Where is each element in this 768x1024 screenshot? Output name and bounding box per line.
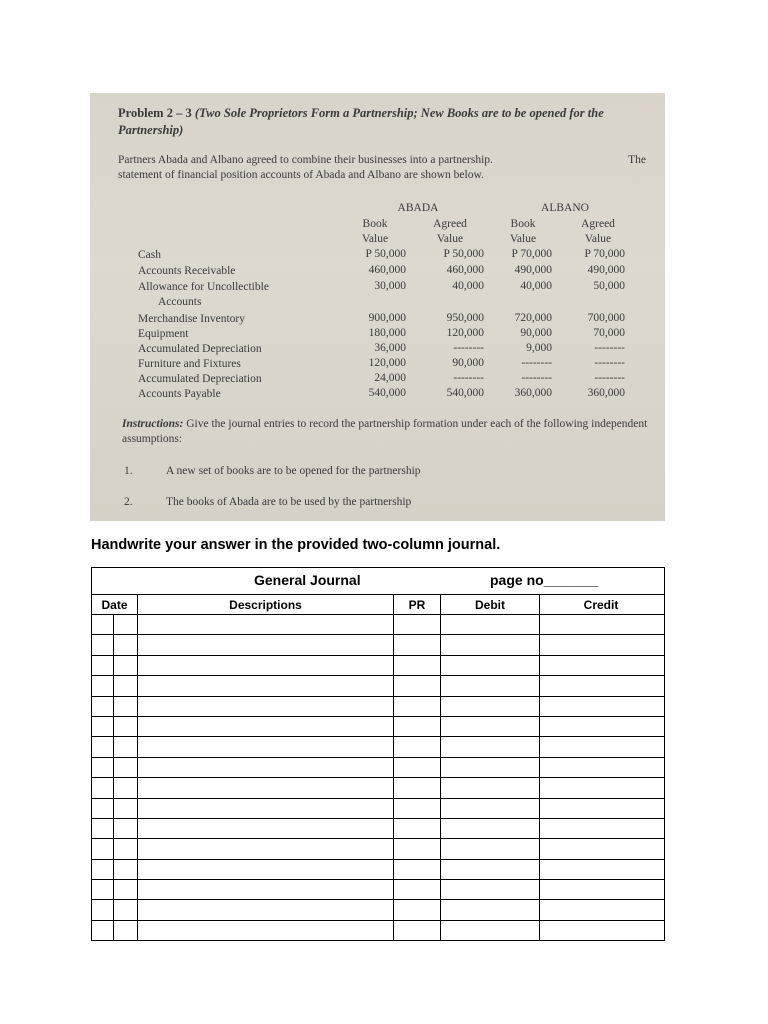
date-day-cell[interactable]	[114, 697, 138, 716]
debit-cell[interactable]	[441, 615, 540, 634]
date-day-cell[interactable]	[114, 615, 138, 634]
problem-number: Problem 2 – 3	[118, 106, 195, 120]
date-day-cell[interactable]	[114, 778, 138, 797]
description-cell[interactable]	[138, 860, 394, 879]
journal-row	[92, 839, 664, 859]
amount-cell: 360,000	[587, 387, 625, 399]
amount-cell: 120,000	[446, 327, 484, 339]
amount-cell: --------	[594, 357, 625, 369]
problem-subtitle: (Two Sole Proprietors Form a Partnership; New Books are to be opened for the Partnership)	[118, 106, 604, 137]
amount-cell: 30,000	[374, 280, 406, 292]
pr-cell[interactable]	[394, 656, 441, 675]
journal-row	[92, 799, 664, 819]
date-month-cell[interactable]	[92, 676, 114, 695]
description-cell[interactable]	[138, 758, 394, 777]
account-name: Allowance for Uncollectible	[138, 281, 269, 293]
descriptions-column-header: Descriptions	[138, 595, 394, 614]
pr-cell[interactable]	[394, 839, 441, 858]
assumption-number: 2.	[124, 496, 133, 508]
journal-row	[92, 921, 664, 940]
description-cell[interactable]	[138, 717, 394, 736]
pr-cell[interactable]	[394, 697, 441, 716]
date-day-cell[interactable]	[114, 819, 138, 838]
amount-cell: --------	[453, 372, 484, 384]
journal-row	[92, 737, 664, 757]
date-month-cell[interactable]	[92, 656, 114, 675]
amount-cell: 460,000	[368, 264, 406, 276]
date-month-cell[interactable]	[92, 635, 114, 654]
credit-cell[interactable]	[540, 839, 662, 858]
description-cell[interactable]	[138, 839, 394, 858]
date-month-cell[interactable]	[92, 778, 114, 797]
intro-line-2: statement of financial position accounts of Abada and Albano are shown below.	[118, 169, 484, 181]
date-column-header: Date	[92, 595, 138, 614]
credit-cell[interactable]	[540, 737, 662, 756]
amount-cell: P 50,000	[365, 248, 406, 260]
credit-cell[interactable]	[540, 778, 662, 797]
amount-cell: --------	[521, 357, 552, 369]
date-month-cell[interactable]	[92, 860, 114, 879]
journal-title: General Journal	[254, 572, 361, 588]
credit-cell[interactable]	[540, 656, 662, 675]
date-month-cell[interactable]	[92, 799, 114, 818]
description-cell[interactable]	[138, 737, 394, 756]
credit-cell[interactable]	[540, 819, 662, 838]
credit-cell[interactable]	[540, 860, 662, 879]
pr-cell[interactable]	[394, 758, 441, 777]
date-day-cell[interactable]	[114, 921, 138, 940]
pr-cell[interactable]	[394, 860, 441, 879]
pr-cell[interactable]	[394, 615, 441, 634]
date-day-cell[interactable]	[114, 758, 138, 777]
amount-cell: 36,000	[374, 342, 406, 354]
amount-cell: P 50,000	[443, 248, 484, 260]
debit-cell[interactable]	[441, 799, 540, 818]
problem-title	[118, 105, 658, 139]
column-header: Value	[436, 233, 464, 245]
column-header: Book	[510, 218, 536, 230]
assumption-item	[124, 465, 421, 477]
journal-row	[92, 819, 664, 839]
journal-header	[92, 568, 664, 595]
amount-cell: 90,000	[452, 357, 484, 369]
amount-cell: 490,000	[587, 264, 625, 276]
intro-tail: The	[628, 154, 646, 166]
journal-row	[92, 900, 664, 920]
credit-cell[interactable]	[540, 921, 662, 940]
date-month-cell[interactable]	[92, 900, 114, 919]
amount-cell: --------	[594, 342, 625, 354]
general-journal	[91, 567, 665, 941]
description-cell[interactable]	[138, 635, 394, 654]
group-header: ABADA	[397, 202, 439, 214]
description-cell[interactable]	[138, 778, 394, 797]
debit-cell[interactable]	[441, 656, 540, 675]
problem-intro	[118, 153, 658, 183]
journal-row	[92, 615, 664, 635]
debit-cell[interactable]	[441, 880, 540, 899]
debit-cell[interactable]	[441, 860, 540, 879]
journal-row	[92, 880, 664, 900]
amount-cell: --------	[594, 372, 625, 384]
amount-cell: 540,000	[368, 387, 406, 399]
account-name: Equipment	[138, 328, 189, 340]
pr-cell[interactable]	[394, 799, 441, 818]
instructions-text: Give the journal entries to record the partnership formation under each of the following independent assumptions:	[122, 418, 648, 445]
description-cell[interactable]	[138, 799, 394, 818]
amount-cell: --------	[453, 342, 484, 354]
amount-cell: 460,000	[446, 264, 484, 276]
amount-cell: 40,000	[452, 280, 484, 292]
journal-row	[92, 635, 664, 655]
column-header: Agreed	[581, 218, 615, 230]
date-day-cell[interactable]	[114, 635, 138, 654]
debit-cell[interactable]	[441, 839, 540, 858]
journal-row	[92, 717, 664, 737]
amount-cell: 24,000	[374, 372, 406, 384]
journal-rows	[92, 615, 664, 940]
column-header: Agreed	[433, 218, 467, 230]
debit-cell[interactable]	[441, 819, 540, 838]
credit-cell[interactable]	[540, 758, 662, 777]
amount-cell: P 70,000	[584, 248, 625, 260]
amount-cell: 180,000	[368, 327, 406, 339]
date-month-cell[interactable]	[92, 717, 114, 736]
journal-row	[92, 778, 664, 798]
amount-cell: P 70,000	[511, 248, 552, 260]
date-day-cell[interactable]	[114, 880, 138, 899]
pr-cell[interactable]	[394, 778, 441, 797]
date-month-cell[interactable]	[92, 737, 114, 756]
pr-cell[interactable]	[394, 880, 441, 899]
credit-cell[interactable]	[540, 799, 662, 818]
credit-cell[interactable]	[540, 615, 662, 634]
amount-cell: 120,000	[368, 357, 406, 369]
debit-cell[interactable]	[441, 717, 540, 736]
account-name: Accumulated Depreciation	[138, 373, 262, 385]
credit-cell[interactable]	[540, 676, 662, 695]
amount-cell: --------	[521, 372, 552, 384]
amount-cell: 540,000	[446, 387, 484, 399]
journal-row	[92, 758, 664, 778]
problem-photo	[90, 93, 665, 521]
journal-row	[92, 697, 664, 717]
debit-column-header: Debit	[441, 595, 540, 614]
credit-cell[interactable]	[540, 900, 662, 919]
date-month-cell[interactable]	[92, 615, 114, 634]
handwrite-instruction: Handwrite your answer in the provided two-column journal.	[91, 537, 501, 553]
date-day-cell[interactable]	[114, 799, 138, 818]
description-cell[interactable]	[138, 697, 394, 716]
instructions	[122, 417, 657, 447]
description-cell[interactable]	[138, 900, 394, 919]
column-header: Value	[584, 233, 612, 245]
assumption-item	[124, 496, 411, 508]
amount-cell: 50,000	[593, 280, 625, 292]
date-day-cell[interactable]	[114, 656, 138, 675]
account-name: Furniture and Fixtures	[138, 358, 241, 370]
date-day-cell[interactable]	[114, 737, 138, 756]
description-cell[interactable]	[138, 656, 394, 675]
journal-row	[92, 656, 664, 676]
date-day-cell[interactable]	[114, 839, 138, 858]
account-name: Accounts	[158, 296, 202, 308]
column-header: Value	[509, 233, 537, 245]
date-month-cell[interactable]	[92, 921, 114, 940]
description-cell[interactable]	[138, 615, 394, 634]
amount-cell: 490,000	[514, 264, 552, 276]
credit-column-header: Credit	[583, 597, 619, 612]
pr-cell[interactable]	[394, 900, 441, 919]
amount-cell: 40,000	[520, 280, 552, 292]
pr-cell[interactable]	[394, 717, 441, 736]
description-cell[interactable]	[138, 676, 394, 695]
description-cell[interactable]	[138, 819, 394, 838]
page-number-field[interactable]: page no_______	[490, 572, 599, 588]
account-name: Accounts Receivable	[138, 265, 236, 277]
group-header: ALBANO	[541, 202, 589, 214]
amount-cell: 70,000	[593, 327, 625, 339]
intro-line-1: Partners Abada and Albano agreed to combine their businesses into a partnership.	[118, 154, 493, 166]
date-month-cell[interactable]	[92, 697, 114, 716]
date-month-cell[interactable]	[92, 758, 114, 777]
account-name: Accumulated Depreciation	[138, 343, 262, 355]
journal-row	[92, 676, 664, 696]
pr-column-header: PR	[394, 595, 441, 614]
amount-cell: 900,000	[368, 312, 406, 324]
column-header: Value	[361, 233, 389, 245]
credit-cell[interactable]	[540, 635, 662, 654]
amount-cell: 90,000	[520, 327, 552, 339]
column-header: Book	[362, 218, 388, 230]
debit-cell[interactable]	[441, 635, 540, 654]
pr-cell[interactable]	[394, 676, 441, 695]
credit-cell[interactable]	[540, 717, 662, 736]
date-month-cell[interactable]	[92, 839, 114, 858]
account-name: Merchandise Inventory	[138, 313, 245, 325]
description-cell[interactable]	[138, 921, 394, 940]
amount-cell: 950,000	[446, 312, 484, 324]
pr-cell[interactable]	[394, 921, 441, 940]
amount-cell: 700,000	[587, 312, 625, 324]
debit-cell[interactable]	[441, 737, 540, 756]
date-day-cell[interactable]	[114, 676, 138, 695]
amount-cell: 720,000	[514, 312, 552, 324]
debit-cell[interactable]	[441, 697, 540, 716]
debit-cell[interactable]	[441, 778, 540, 797]
assumption-number: 1.	[124, 465, 133, 477]
debit-cell[interactable]	[441, 676, 540, 695]
pr-cell[interactable]	[394, 819, 441, 838]
debit-cell[interactable]	[441, 900, 540, 919]
date-day-cell[interactable]	[114, 860, 138, 879]
journal-column-header	[92, 595, 664, 615]
date-month-cell[interactable]	[92, 880, 114, 899]
pr-cell[interactable]	[394, 737, 441, 756]
amount-cell: 9,000	[526, 342, 552, 354]
debit-cell[interactable]	[441, 758, 540, 777]
pr-cell[interactable]	[394, 635, 441, 654]
assumption-text: A new set of books are to be opened for the partnership	[166, 465, 421, 477]
description-cell[interactable]	[138, 880, 394, 899]
journal-row	[92, 860, 664, 880]
account-name: Cash	[138, 249, 161, 261]
assumption-text: The books of Abada are to be used by the partnership	[166, 496, 412, 508]
credit-cell[interactable]	[540, 880, 662, 899]
date-day-cell[interactable]	[114, 900, 138, 919]
debit-cell[interactable]	[441, 921, 540, 940]
account-name: Accounts Payable	[138, 388, 221, 400]
credit-cell[interactable]	[540, 697, 662, 716]
amount-cell: 360,000	[514, 387, 552, 399]
instructions-label: Instructions:	[122, 418, 184, 430]
date-month-cell[interactable]	[92, 819, 114, 838]
date-day-cell[interactable]	[114, 717, 138, 736]
